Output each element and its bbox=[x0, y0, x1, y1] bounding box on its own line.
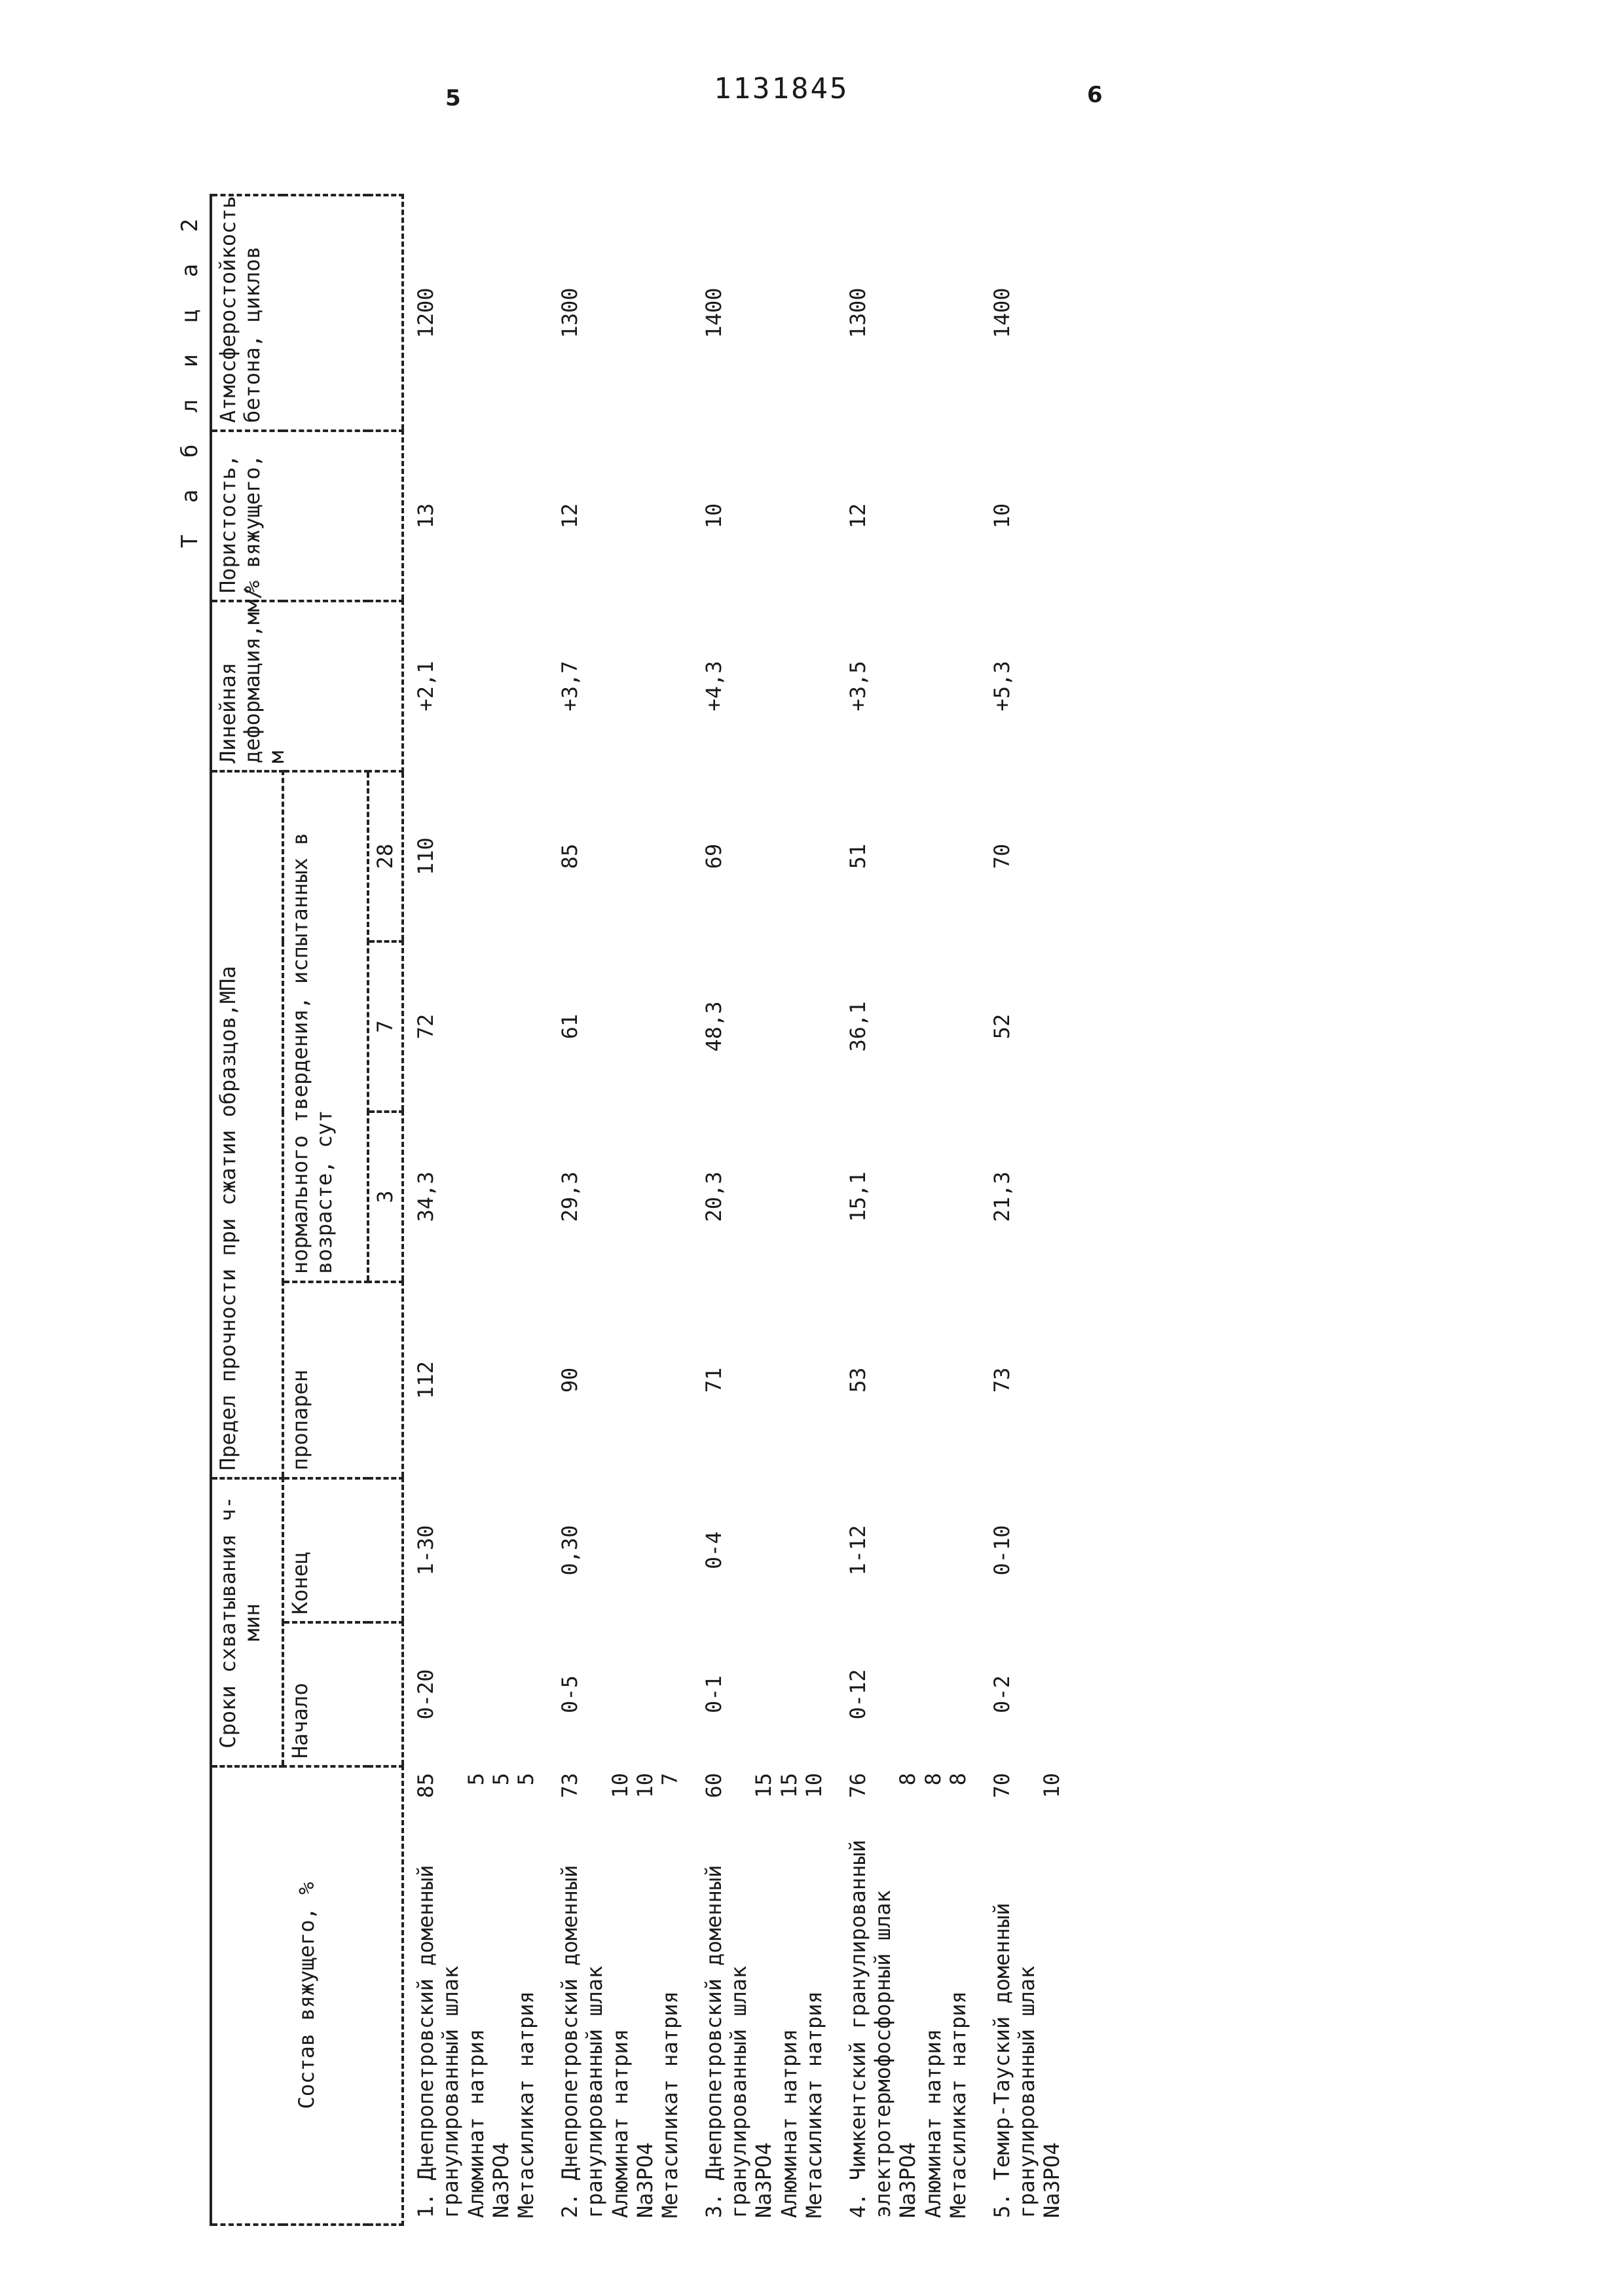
composition-cell bbox=[548, 1766, 692, 2225]
col-setting-time: Сроки схватывания ч-мин bbox=[211, 1478, 283, 1766]
component-line bbox=[989, 1773, 1040, 2218]
cell-steamed: 73 bbox=[989, 1367, 1014, 1393]
cell-porosity: 10 bbox=[989, 503, 1014, 529]
component-name: Метасиликат натрия bbox=[946, 1991, 971, 2218]
composition-cell bbox=[403, 1766, 548, 2225]
col-frost: Атмосферостойкость бетона, циклов bbox=[211, 195, 403, 431]
col-strength: Предел прочности при сжатии образцов,МПа bbox=[211, 771, 283, 1478]
cell-d28: 69 bbox=[701, 843, 726, 869]
cell-start: 0-1 bbox=[701, 1675, 726, 1713]
component-name: Na3PO4 bbox=[488, 2142, 513, 2218]
component-line bbox=[464, 1773, 489, 2218]
component-amount: 10 bbox=[607, 1773, 633, 1798]
cell-steamed: 71 bbox=[701, 1367, 726, 1393]
component-line bbox=[946, 1773, 970, 2218]
cell-d28: 51 bbox=[845, 843, 870, 869]
component-line bbox=[1039, 1773, 1064, 2218]
component-name: Метасиликат натрия bbox=[513, 1991, 539, 2218]
cell-d3: 29,3 bbox=[557, 1171, 582, 1222]
component-amount: 8 bbox=[946, 1773, 971, 1786]
component-name: Na3PO4 bbox=[751, 2142, 777, 2218]
component-line bbox=[513, 1773, 538, 2218]
col-porosity: Пористость, % вяжущего, bbox=[211, 431, 403, 601]
cell-d28: 70 bbox=[989, 843, 1014, 869]
cell-d7: 72 bbox=[413, 1013, 438, 1040]
cell-d7: 52 bbox=[989, 1013, 1014, 1040]
component-amount: 5 bbox=[488, 1773, 513, 1786]
col-normal: нормального твердения, испытанных в возрасте, сут bbox=[283, 771, 368, 1282]
cell-d3: 21,3 bbox=[989, 1171, 1014, 1222]
component-line bbox=[657, 1773, 682, 2218]
cell-start: 0-2 bbox=[989, 1675, 1014, 1713]
component-amount: 8 bbox=[895, 1773, 921, 1786]
component-amount: 10 bbox=[632, 1773, 657, 1798]
cell-end: 1-30 bbox=[413, 1525, 438, 1576]
composition-cell bbox=[836, 1766, 980, 2225]
component-name: 3. Днепропетровский доменный гранулированный шлак bbox=[701, 1865, 752, 2218]
cell-porosity: 13 bbox=[413, 503, 438, 529]
cell-d3: 34,3 bbox=[413, 1171, 438, 1222]
cell-d7: 61 bbox=[557, 1013, 582, 1040]
cell-porosity: 12 bbox=[845, 503, 870, 529]
cell-d7: 36,1 bbox=[845, 1001, 870, 1052]
component-line bbox=[751, 1773, 776, 2218]
component-name: Алюминат натрия bbox=[463, 2029, 489, 2218]
col-composition: Состав вяжущего, % bbox=[211, 1766, 403, 2225]
cell-d28: 85 bbox=[557, 843, 582, 869]
component-line bbox=[802, 1773, 826, 2218]
component-name: Алюминат натрия bbox=[920, 2029, 946, 2218]
cell-start: 0-5 bbox=[557, 1675, 582, 1713]
cell-start: 0-12 bbox=[845, 1669, 870, 1720]
col-age-7: 7 bbox=[368, 941, 403, 1112]
col-age-3: 3 bbox=[368, 1112, 403, 1282]
table-caption: Т а б л и ц а 2 bbox=[177, 210, 203, 549]
cell-end: 0,30 bbox=[557, 1525, 582, 1576]
component-amount: 70 bbox=[989, 1773, 1014, 1798]
cell-d3: 20,3 bbox=[701, 1171, 726, 1222]
composition-cell bbox=[692, 1766, 836, 2225]
cell-frost: 1400 bbox=[989, 287, 1014, 338]
component-line bbox=[701, 1773, 752, 2218]
table-row bbox=[403, 195, 548, 2225]
cell-d3: 15,1 bbox=[845, 1171, 870, 1222]
component-name: Na3PO4 bbox=[895, 2142, 921, 2218]
table-body bbox=[403, 195, 1074, 2225]
cell-deformation: +3,5 bbox=[845, 661, 870, 712]
component-amount: 7 bbox=[657, 1773, 683, 1786]
component-line bbox=[895, 1773, 920, 2218]
col-age-28: 28 bbox=[368, 771, 403, 941]
cell-deformation: +4,3 bbox=[701, 661, 726, 712]
page-number-right: 6 bbox=[1087, 82, 1103, 108]
cell-end: 1-12 bbox=[845, 1525, 870, 1576]
component-amount: 85 bbox=[413, 1773, 438, 1798]
table-row bbox=[692, 195, 836, 2225]
component-line bbox=[921, 1773, 946, 2218]
page-number-left: 5 bbox=[445, 85, 461, 111]
data-table bbox=[210, 194, 1074, 2226]
component-amount: 10 bbox=[802, 1773, 827, 1798]
component-name: Метасиликат натрия bbox=[802, 1991, 827, 2218]
cell-start: 0-20 bbox=[413, 1669, 438, 1720]
cell-d7: 48,3 bbox=[701, 1001, 726, 1052]
cell-deformation: +5,3 bbox=[989, 661, 1014, 712]
table-row bbox=[836, 195, 980, 2225]
cell-deformation: +2,1 bbox=[413, 661, 438, 712]
cell-porosity: 12 bbox=[557, 503, 582, 529]
component-amount: 10 bbox=[1039, 1773, 1065, 1798]
cell-end: 0-10 bbox=[989, 1525, 1014, 1576]
cell-porosity: 10 bbox=[701, 503, 726, 529]
component-line bbox=[845, 1773, 896, 2218]
component-line bbox=[489, 1773, 513, 2218]
col-deformation: Линейная деформация,мм/м bbox=[211, 601, 403, 771]
cell-deformation: +3,7 bbox=[557, 661, 582, 712]
cell-frost: 1300 bbox=[557, 287, 582, 338]
cell-steamed: 90 bbox=[557, 1367, 582, 1393]
component-name: Алюминат натрия bbox=[607, 2029, 633, 2218]
component-name: 5. Темир-Тауский доменный гранулированный шлак bbox=[989, 1903, 1039, 2218]
component-line bbox=[633, 1773, 657, 2218]
component-amount: 73 bbox=[557, 1773, 582, 1798]
cell-d28: 110 bbox=[413, 837, 438, 875]
cell-frost: 1300 bbox=[845, 287, 870, 338]
cell-frost: 1200 bbox=[413, 287, 438, 338]
component-amount: 15 bbox=[751, 1773, 777, 1798]
component-line bbox=[777, 1773, 802, 2218]
component-name: 1. Днепропетровский доменный гранулированный шлак bbox=[413, 1865, 464, 2218]
cell-steamed: 112 bbox=[413, 1361, 438, 1399]
component-name: 4. Чимкентский гранулированный электротермофосфорный шлак bbox=[845, 1840, 896, 2218]
component-name: Алюминат натрия bbox=[776, 2029, 802, 2218]
rotated-table-area bbox=[177, 196, 1329, 2226]
component-line bbox=[608, 1773, 633, 2218]
component-line bbox=[413, 1773, 464, 2218]
component-name: Na3PO4 bbox=[1039, 2142, 1065, 2218]
component-amount: 8 bbox=[920, 1773, 946, 1786]
component-name: Na3PO4 bbox=[632, 2142, 657, 2218]
component-name: Метасиликат натрия bbox=[657, 1991, 683, 2218]
component-amount: 60 bbox=[701, 1773, 726, 1798]
cell-frost: 1400 bbox=[701, 287, 726, 338]
col-steamed: пропарен bbox=[283, 1282, 403, 1478]
component-line bbox=[557, 1773, 608, 2218]
col-setting-start: Начало bbox=[283, 1622, 403, 1766]
composition-cell bbox=[980, 1766, 1074, 2225]
cell-end: 0-4 bbox=[701, 1531, 726, 1569]
component-name: 2. Днепропетровский доменный гранулированный шлак bbox=[557, 1865, 608, 2218]
component-amount: 5 bbox=[513, 1773, 539, 1786]
component-amount: 15 bbox=[776, 1773, 802, 1798]
table-row bbox=[980, 195, 1074, 2225]
component-amount: 5 bbox=[463, 1773, 489, 1786]
cell-steamed: 53 bbox=[845, 1367, 870, 1393]
patent-number: 1131845 bbox=[714, 72, 849, 105]
component-amount: 76 bbox=[845, 1773, 870, 1798]
table-row bbox=[548, 195, 692, 2225]
col-setting-end: Конец bbox=[283, 1478, 403, 1622]
